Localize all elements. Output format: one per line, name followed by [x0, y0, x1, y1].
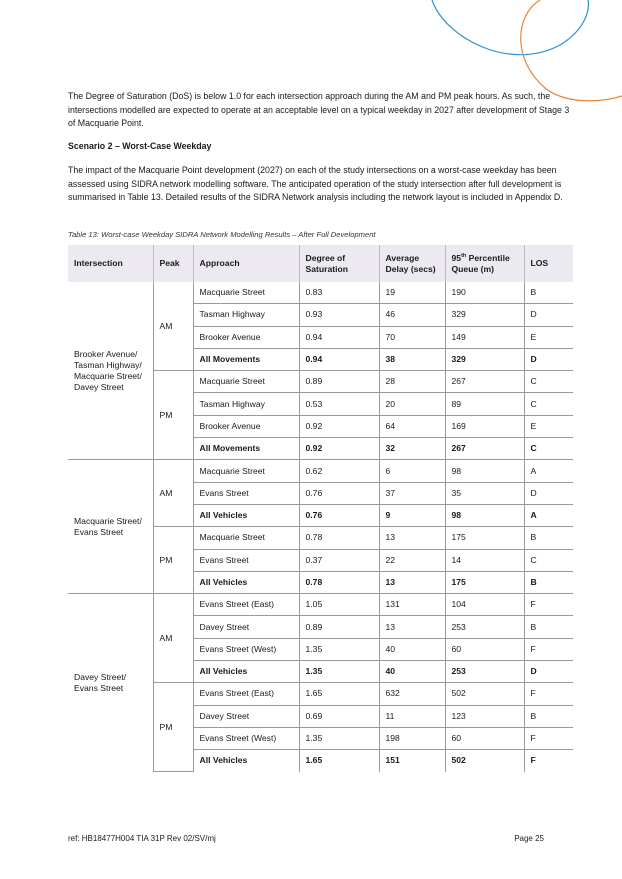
- queue-cell: 123: [445, 705, 524, 727]
- delay-cell: 37: [379, 482, 445, 504]
- delay-cell: 13: [379, 571, 445, 593]
- delay-cell: 19: [379, 282, 445, 304]
- queue-cell: 502: [445, 750, 524, 772]
- los-cell: F: [524, 683, 573, 705]
- dos-cell: 0.78: [299, 527, 379, 549]
- peak-label: PM: [153, 683, 193, 772]
- los-cell: D: [524, 348, 573, 370]
- approach-cell: Macquarie Street: [193, 527, 299, 549]
- los-cell: C: [524, 393, 573, 415]
- delay-cell: 46: [379, 304, 445, 326]
- dos-cell: 1.35: [299, 727, 379, 749]
- approach-cell: Davey Street: [193, 616, 299, 638]
- table-header-row: [68, 245, 573, 282]
- delay-cell: 22: [379, 549, 445, 571]
- los-cell: C: [524, 549, 573, 571]
- table-caption: Table 13: Worst-case Weekday SIDRA Network Modelling Results – After Full Development: [68, 230, 376, 239]
- orange-arc: [521, 0, 622, 101]
- queue-cell: 14: [445, 549, 524, 571]
- intro-paragraph: The Degree of Saturation (DoS) is below 1.0 for each intersection approach during the AM and PM peak hours. As such, the intersections modelled are expected to operate at an acceptable level on a typical weekday in 2027 after development of Stage 3 of Macquarie Point.: [68, 91, 570, 129]
- approach-cell: All Vehicles: [193, 661, 299, 683]
- delay-cell: 40: [379, 638, 445, 660]
- approach-cell: Macquarie Street: [193, 282, 299, 304]
- queue-cell: 253: [445, 661, 524, 683]
- dos-cell: 0.89: [299, 616, 379, 638]
- dos-cell: 0.94: [299, 326, 379, 348]
- footer-reference: ref: HB18477H004 TIA 31P Rev 02/SV/mj: [68, 834, 216, 843]
- dos-cell: 1.35: [299, 638, 379, 660]
- los-cell: D: [524, 482, 573, 504]
- dos-cell: 1.05: [299, 594, 379, 616]
- queue-cell: 329: [445, 348, 524, 370]
- los-cell: A: [524, 504, 573, 526]
- approach-cell: Evans Street (East): [193, 683, 299, 705]
- los-cell: B: [524, 527, 573, 549]
- queue-cell: 104: [445, 594, 524, 616]
- dos-cell: 0.94: [299, 348, 379, 370]
- approach-cell: All Movements: [193, 438, 299, 460]
- dos-cell: 0.69: [299, 705, 379, 727]
- los-cell: A: [524, 460, 573, 482]
- dos-cell: 0.76: [299, 504, 379, 526]
- delay-cell: 13: [379, 527, 445, 549]
- los-cell: B: [524, 571, 573, 593]
- header-queue-suffix: Percentile Queue (m): [451, 252, 510, 274]
- peak-label: AM: [153, 282, 193, 371]
- los-cell: F: [524, 594, 573, 616]
- queue-cell: 329: [445, 304, 524, 326]
- queue-cell: 502: [445, 683, 524, 705]
- delay-cell: 151: [379, 750, 445, 772]
- approach-cell: Macquarie Street: [193, 371, 299, 393]
- approach-cell: Tasman Highway: [193, 393, 299, 415]
- dos-cell: 0.93: [299, 304, 379, 326]
- queue-cell: 98: [445, 460, 524, 482]
- los-cell: C: [524, 438, 573, 460]
- dos-cell: 1.35: [299, 661, 379, 683]
- queue-cell: 149: [445, 326, 524, 348]
- los-cell: B: [524, 616, 573, 638]
- approach-cell: Tasman Highway: [193, 304, 299, 326]
- scenario-heading: Scenario 2 – Worst-Case Weekday: [68, 141, 212, 151]
- scenario-paragraph: The impact of the Macquarie Point development (2027) on each of the study intersections on a worst-case weekday has been assessed using SIDRA network modelling software. The anticipated operation of the study intersection after full development is summarised in Table 13. Detailed results of the SIDRA Network analysis including the network layout is included in Appendix D.: [68, 165, 563, 203]
- los-cell: D: [524, 304, 573, 326]
- approach-cell: All Vehicles: [193, 504, 299, 526]
- approach-cell: Evans Street: [193, 549, 299, 571]
- dos-cell: 1.65: [299, 750, 379, 772]
- los-cell: F: [524, 727, 573, 749]
- delay-cell: 6: [379, 460, 445, 482]
- header-peak: Peak: [153, 245, 193, 282]
- table-row: [68, 594, 573, 616]
- table-row: [68, 282, 573, 304]
- los-cell: E: [524, 415, 573, 437]
- los-cell: D: [524, 661, 573, 683]
- los-cell: B: [524, 705, 573, 727]
- header-los: LOS: [524, 245, 573, 282]
- approach-cell: All Vehicles: [193, 571, 299, 593]
- approach-cell: Brooker Avenue: [193, 326, 299, 348]
- header-delay: Average Delay (secs): [379, 245, 445, 282]
- approach-cell: All Vehicles: [193, 750, 299, 772]
- queue-cell: 98: [445, 504, 524, 526]
- blue-arc: [432, 0, 588, 55]
- queue-cell: 89: [445, 393, 524, 415]
- intersection-name: Davey Street/ Evans Street: [68, 594, 153, 772]
- footer-page-number: Page 25: [514, 834, 544, 843]
- delay-cell: 20: [379, 393, 445, 415]
- queue-cell: 60: [445, 638, 524, 660]
- los-cell: E: [524, 326, 573, 348]
- approach-cell: Evans Street: [193, 482, 299, 504]
- queue-cell: 175: [445, 571, 524, 593]
- queue-cell: 35: [445, 482, 524, 504]
- approach-cell: All Movements: [193, 348, 299, 370]
- intersection-name: Macquarie Street/ Evans Street: [68, 460, 153, 594]
- delay-cell: 38: [379, 348, 445, 370]
- delay-cell: 40: [379, 661, 445, 683]
- delay-cell: 28: [379, 371, 445, 393]
- header-queue-sup: th: [461, 252, 467, 259]
- approach-cell: Brooker Avenue: [193, 415, 299, 437]
- table-row: [68, 460, 573, 482]
- los-cell: C: [524, 371, 573, 393]
- dos-cell: 0.92: [299, 415, 379, 437]
- delay-cell: 70: [379, 326, 445, 348]
- dos-cell: 0.37: [299, 549, 379, 571]
- sidra-results-table: [68, 245, 573, 772]
- dos-cell: 0.92: [299, 438, 379, 460]
- dos-cell: 0.76: [299, 482, 379, 504]
- dos-cell: 0.78: [299, 571, 379, 593]
- approach-cell: Evans Street (West): [193, 638, 299, 660]
- delay-cell: 13: [379, 616, 445, 638]
- delay-cell: 64: [379, 415, 445, 437]
- peak-label: PM: [153, 527, 193, 594]
- los-cell: B: [524, 282, 573, 304]
- approach-cell: Evans Street (East): [193, 594, 299, 616]
- approach-cell: Evans Street (West): [193, 727, 299, 749]
- dos-cell: 0.83: [299, 282, 379, 304]
- peak-label: AM: [153, 460, 193, 527]
- header-queue-prefix: 95: [451, 252, 462, 263]
- dos-cell: 0.53: [299, 393, 379, 415]
- los-cell: F: [524, 638, 573, 660]
- delay-cell: 131: [379, 594, 445, 616]
- peak-label: AM: [153, 594, 193, 683]
- queue-cell: 60: [445, 727, 524, 749]
- queue-cell: 267: [445, 438, 524, 460]
- queue-cell: 175: [445, 527, 524, 549]
- dos-cell: 0.89: [299, 371, 379, 393]
- queue-cell: 253: [445, 616, 524, 638]
- delay-cell: 11: [379, 705, 445, 727]
- queue-cell: 190: [445, 282, 524, 304]
- delay-cell: 632: [379, 683, 445, 705]
- header-approach: Approach: [193, 245, 299, 282]
- dos-cell: 0.62: [299, 460, 379, 482]
- delay-cell: 9: [379, 504, 445, 526]
- intersection-name: Brooker Avenue/ Tasman Highway/ Macquarie Street/ Davey Street: [68, 282, 153, 460]
- queue-cell: 169: [445, 415, 524, 437]
- peak-label: PM: [153, 371, 193, 460]
- dos-cell: 1.65: [299, 683, 379, 705]
- header-dos: Degree of Saturation: [299, 245, 379, 282]
- header-queue: [445, 245, 524, 282]
- queue-cell: 267: [445, 371, 524, 393]
- approach-cell: Davey Street: [193, 705, 299, 727]
- delay-cell: 32: [379, 438, 445, 460]
- table-body: [68, 282, 573, 772]
- los-cell: F: [530, 755, 536, 766]
- header-intersection: Intersection: [68, 245, 153, 282]
- delay-cell: 198: [379, 727, 445, 749]
- approach-cell: Macquarie Street: [193, 460, 299, 482]
